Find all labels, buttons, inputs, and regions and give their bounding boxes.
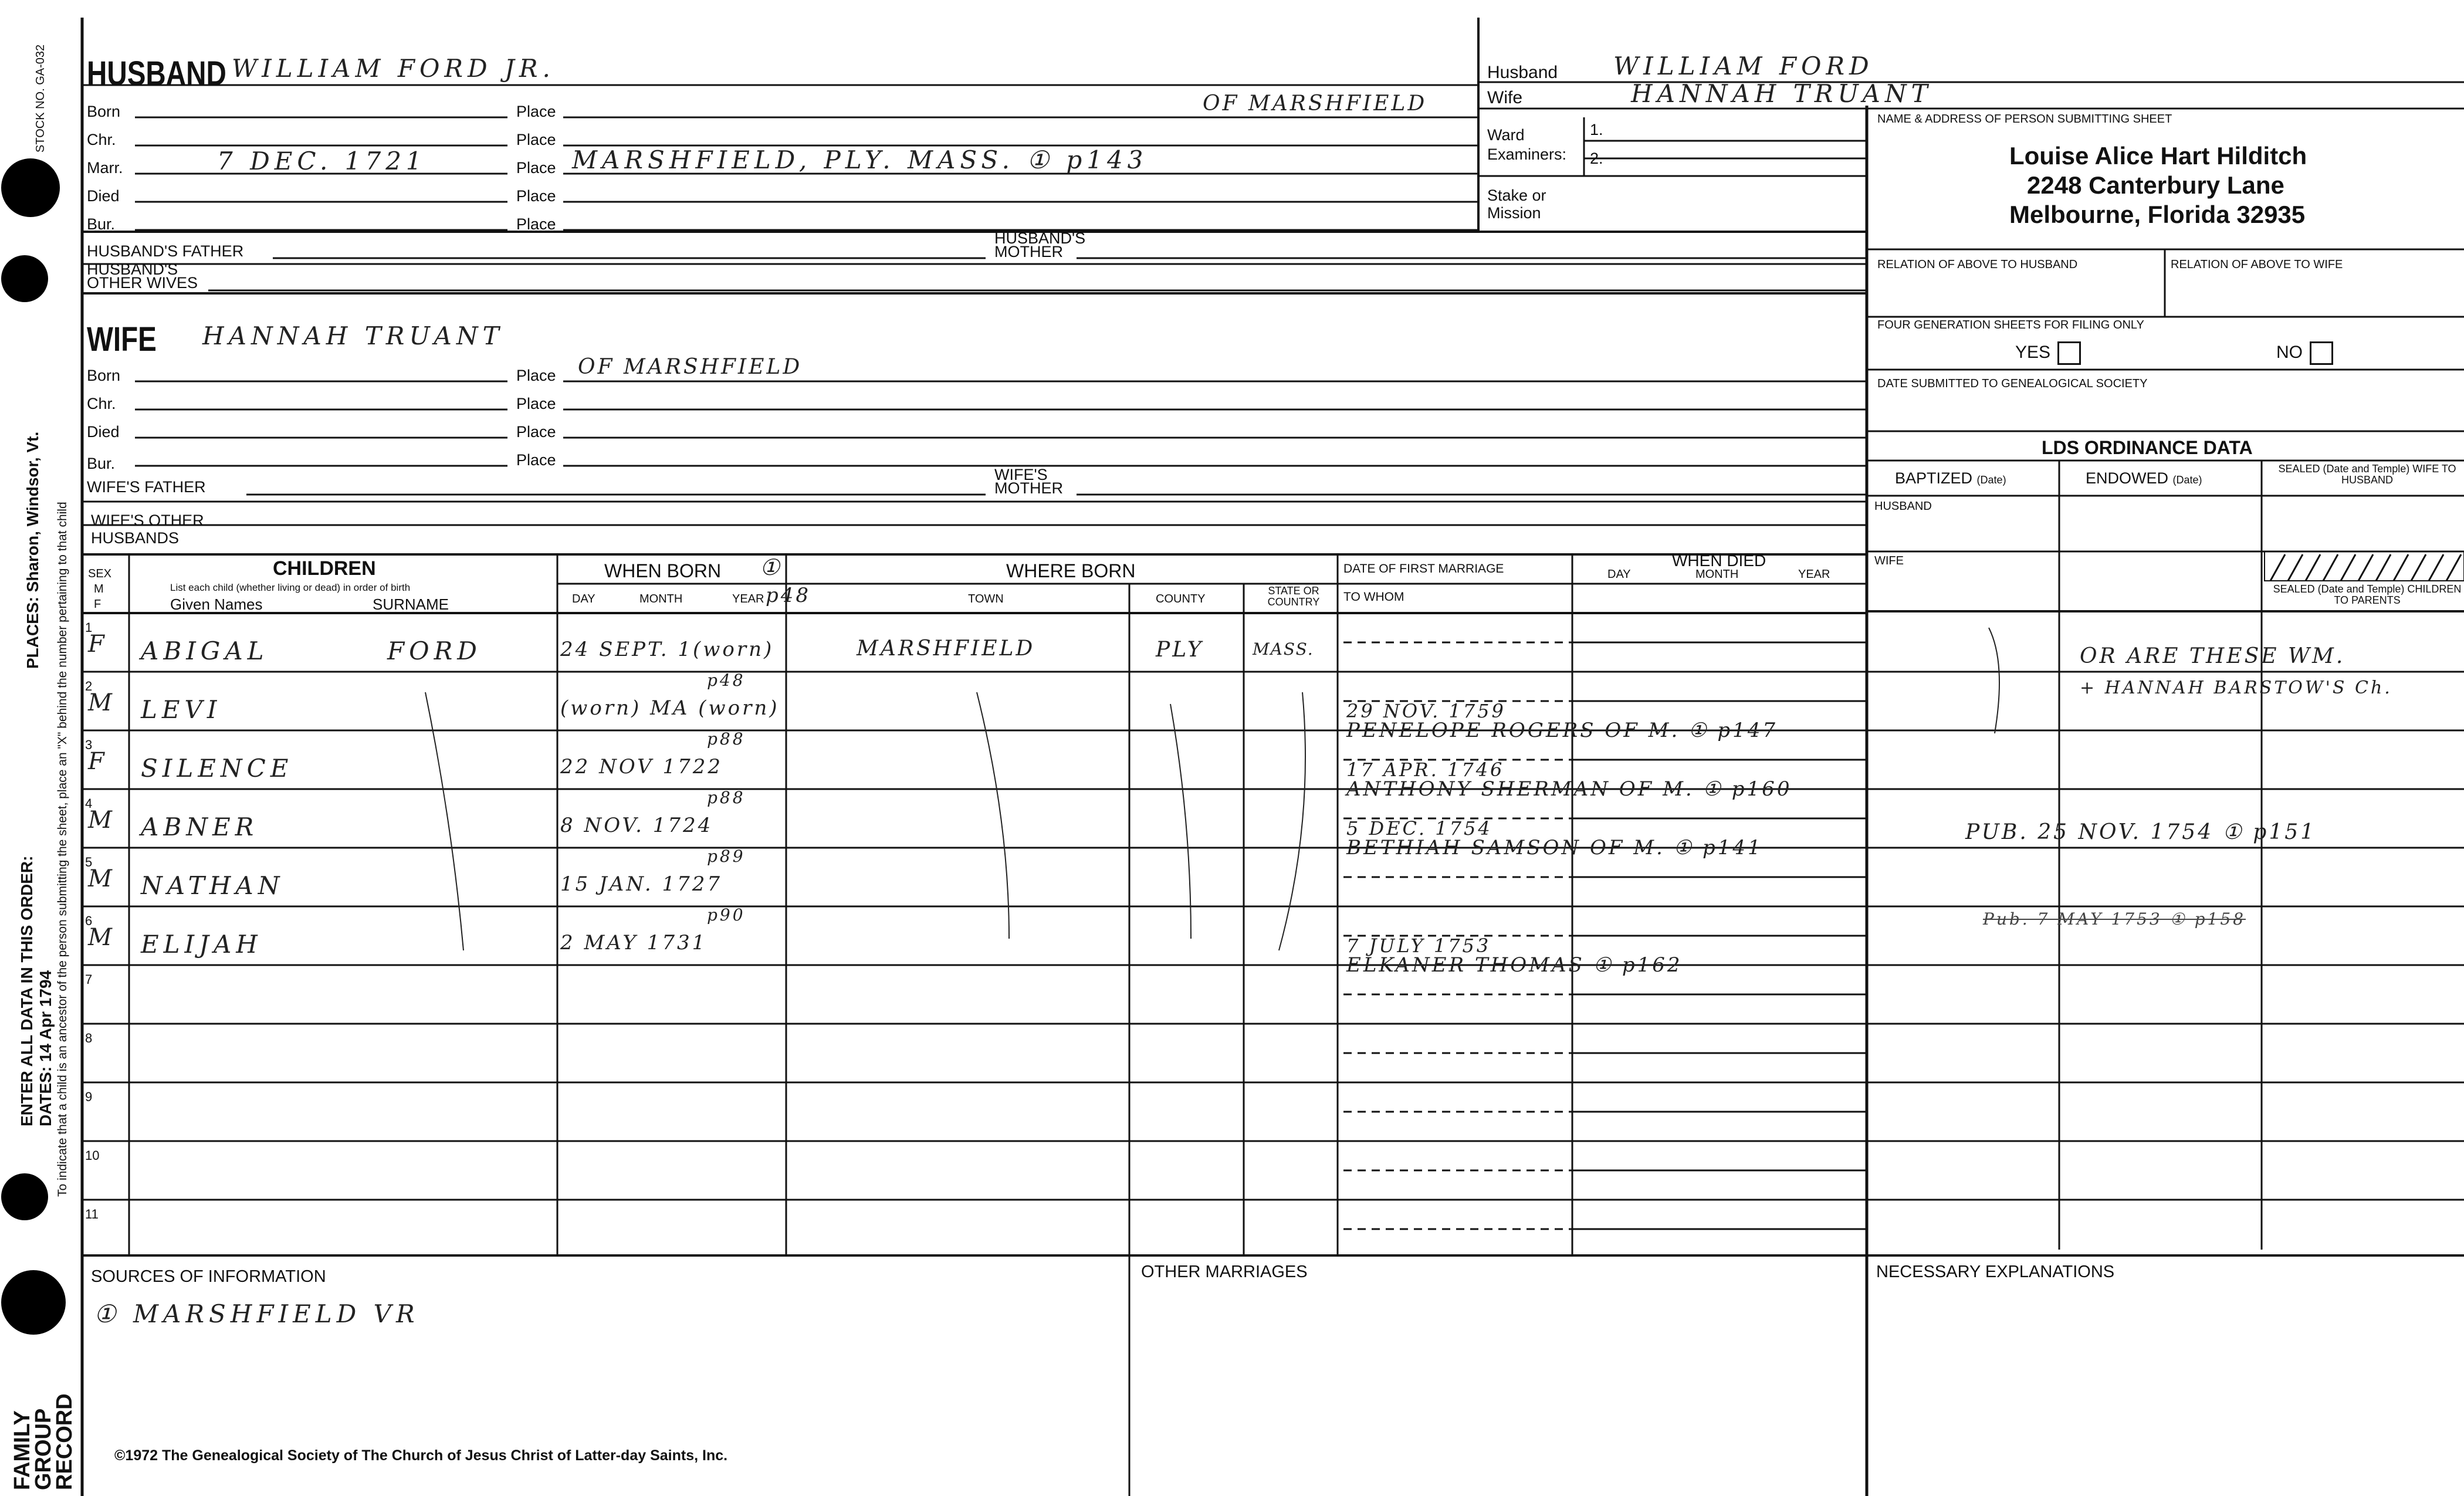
husband-marr-date[interactable]: 7 DEC. 1721 bbox=[217, 147, 427, 175]
lds-title: LDS ORDINANCE DATA bbox=[2042, 437, 2253, 458]
lds-husband-label: HUSBAND bbox=[1874, 500, 1932, 513]
wife-name[interactable]: HANNAH TRUANT bbox=[202, 321, 504, 350]
child-marriage-date[interactable]: 17 APR. 1746 bbox=[1346, 759, 1505, 781]
husband-father-label: HUSBAND'S FATHER bbox=[87, 242, 244, 260]
examiner-2: 2. bbox=[1590, 150, 1603, 167]
child-spouse[interactable]: PENELOPE ROGERS OF M. ① p147 bbox=[1346, 719, 1778, 742]
husband-born-place-label: Place bbox=[516, 103, 556, 120]
child-birth-town[interactable]: MARSHFIELD bbox=[857, 637, 1035, 661]
child-number: 11 bbox=[85, 1207, 99, 1221]
child-number: 5 bbox=[85, 855, 93, 869]
child-given-name[interactable]: ELIJAH bbox=[141, 930, 262, 959]
yes-label: YES bbox=[2015, 342, 2051, 362]
abner-pub-note: PUB. 25 NOV. 1754 ① p151 bbox=[1965, 820, 2317, 844]
wife-bur-place-label: Place bbox=[516, 451, 556, 469]
examiner-1: 1. bbox=[1590, 121, 1603, 138]
yes-checkbox[interactable] bbox=[2057, 341, 2081, 365]
relation-husband-label: RELATION OF ABOVE TO HUSBAND bbox=[1877, 258, 2078, 271]
sources-label: SOURCES OF INFORMATION bbox=[91, 1267, 326, 1286]
header-wife-value[interactable]: HANNAH TRUANT bbox=[1631, 79, 1932, 108]
child-sex[interactable]: M bbox=[88, 689, 112, 716]
wife-father-label: WIFE'S FATHER bbox=[87, 478, 206, 496]
child-number: 6 bbox=[85, 913, 93, 928]
child-spouse[interactable]: ELKANER THOMAS ① p162 bbox=[1346, 953, 1683, 977]
wife-chr-label: Chr. bbox=[87, 395, 116, 412]
child-number: 9 bbox=[85, 1089, 93, 1104]
surname-header: SURNAME bbox=[373, 595, 449, 613]
born-year-header: YEAR bbox=[732, 593, 764, 605]
child-page-ref[interactable]: p88 bbox=[707, 729, 746, 749]
ward-label: Ward bbox=[1487, 126, 1525, 144]
child-number: 7 bbox=[85, 972, 93, 987]
wife-mother-label: WIFE'S MOTHER bbox=[994, 466, 1063, 497]
endowed-date-hint: (Date) bbox=[2172, 474, 2202, 486]
husband-marr-place[interactable]: MARSHFIELD, PLY. MASS. ① p143 bbox=[572, 145, 1148, 174]
relation-wife-label: RELATION OF ABOVE TO WIFE bbox=[2171, 258, 2343, 271]
husband-name[interactable]: WILLIAM FORD JR. bbox=[232, 54, 555, 83]
baptized-label: BAPTIZED bbox=[1895, 469, 1973, 487]
husband-died-place-label: Place bbox=[516, 187, 556, 205]
child-instruction: To indicate that a child is an ancestor of the person submitting the sheet, place an "X" behind the number pertaining to that child bbox=[56, 502, 69, 1197]
husband-other-wives-label: HUSBAND'S OTHER WIVES bbox=[87, 260, 198, 292]
wife-born-place[interactable]: OF MARSHFIELD bbox=[578, 355, 803, 379]
lds-note-2: + HANNAH BARSTOW'S Ch. bbox=[2080, 678, 2392, 698]
examiners-label: Examiners: bbox=[1487, 145, 1567, 163]
wife-died-place-label: Place bbox=[516, 423, 556, 441]
when-born-header: WHEN BORN bbox=[604, 560, 722, 581]
given-names-header: Given Names bbox=[170, 595, 263, 613]
form-title-line: RECORD bbox=[52, 1393, 77, 1490]
child-number: 1 bbox=[85, 620, 93, 635]
born-day-header: DAY bbox=[572, 593, 595, 605]
husband-marr-place-label: Place bbox=[516, 159, 556, 177]
child-birth-date[interactable]: 2 MAY 1731 bbox=[560, 931, 708, 955]
necessary-explanations-label: NECESSARY EXPLANATIONS bbox=[1876, 1263, 2115, 1281]
child-surname[interactable]: FORD bbox=[387, 637, 482, 665]
husband-bur-label: Bur. bbox=[87, 215, 116, 233]
other-marriages-label: OTHER MARRIAGES bbox=[1141, 1263, 1308, 1281]
child-page-ref[interactable]: p90 bbox=[707, 905, 746, 925]
husband-marr-label: Marr. bbox=[87, 159, 123, 177]
state-header: STATE OR COUNTRY bbox=[1267, 585, 1320, 608]
lds-strikethrough: Pub. 7 MAY 1753 ① p158 bbox=[1983, 909, 2246, 929]
sealed-wife-label: SEALED (Date and Temple) WIFE TO HUSBAND bbox=[2278, 463, 2456, 486]
wife-born-label: Born bbox=[87, 367, 121, 384]
to-whom-header: TO WHOM bbox=[1343, 590, 1404, 604]
child-birth-state[interactable]: MASS. bbox=[1253, 639, 1314, 659]
where-born-header: WHERE BORN bbox=[1006, 560, 1136, 581]
child-birth-county[interactable]: PLY bbox=[1156, 638, 1204, 662]
stake-label: Stake or Mission bbox=[1487, 187, 1546, 222]
places-note: PLACES: Sharon, Windsor, Vt. bbox=[23, 431, 42, 669]
died-day-header: DAY bbox=[1607, 568, 1631, 581]
header-husband-value[interactable]: WILLIAM FORD bbox=[1613, 52, 1874, 80]
child-number: 3 bbox=[85, 737, 93, 752]
husband-bur-place-label: Place bbox=[516, 215, 556, 233]
form-title-line: FAMILY bbox=[10, 1410, 35, 1490]
date-submitted-label: DATE SUBMITTED TO GENEALOGICAL SOCIETY bbox=[1877, 377, 2148, 390]
child-number: 8 bbox=[85, 1031, 93, 1045]
children-title: CHILDREN bbox=[273, 557, 376, 580]
child-birth-date[interactable]: 8 NOV. 1724 bbox=[560, 814, 713, 837]
submitter-line-3: Melbourne, Florida 32935 bbox=[2009, 201, 2306, 228]
child-given-name[interactable]: NATHAN bbox=[141, 871, 285, 900]
husband-died-label: Died bbox=[87, 187, 120, 205]
child-page-ref[interactable]: p48 bbox=[707, 671, 746, 690]
copyright: ©1972 The Genealogical Society of The Church of Jesus Christ of Latter-day Saints, Inc. bbox=[114, 1447, 728, 1464]
child-sex[interactable]: M bbox=[88, 865, 112, 892]
lds-wife-label: WIFE bbox=[1874, 554, 1904, 567]
sex-m: M bbox=[94, 583, 104, 595]
child-birth-date[interactable]: (worn) MA (worn) bbox=[560, 696, 780, 720]
child-sex[interactable]: M bbox=[88, 807, 112, 834]
baptized-date-hint: (Date) bbox=[1976, 474, 2006, 486]
sources-value[interactable]: ① MARSHFIELD VR bbox=[94, 1299, 419, 1328]
children-subtitle: List each child (whether living or dead) in order of birth bbox=[170, 582, 411, 593]
form-title-line: GROUP bbox=[31, 1408, 56, 1490]
child-sex[interactable]: F bbox=[88, 748, 104, 775]
husband-born-label: Born bbox=[87, 103, 121, 120]
child-spouse[interactable]: ANTHONY SHERMAN OF M. ① p160 bbox=[1346, 777, 1792, 801]
lds-baptized bbox=[1895, 469, 2006, 488]
wife-bur-label: Bur. bbox=[87, 455, 116, 472]
child-page-ref[interactable]: p89 bbox=[707, 847, 746, 866]
wife-heading: WIFE bbox=[87, 320, 157, 358]
stock-number: STOCK NO. GA-032 bbox=[34, 44, 47, 153]
died-month-header: MONTH bbox=[1695, 568, 1739, 581]
town-header: TOWN bbox=[968, 593, 1004, 605]
born-month-header: MONTH bbox=[639, 593, 683, 605]
when-died-header: WHEN DIED bbox=[1672, 551, 1766, 570]
first-marriage-header: DATE OF FIRST MARRIAGE bbox=[1343, 562, 1504, 576]
header-husband-label: Husband bbox=[1487, 63, 1558, 82]
wife-died-label: Died bbox=[87, 423, 120, 441]
wife-other-husbands-label: WIFE'S OTHER HUSBANDS bbox=[91, 512, 204, 547]
submitter-line-2: 2248 Canterbury Lane bbox=[2027, 171, 2284, 199]
child-given-name[interactable]: LEVI bbox=[141, 695, 222, 724]
husband-heading: HUSBAND bbox=[87, 55, 226, 93]
child-birth-date[interactable]: 24 SEPT. 1(worn) bbox=[560, 638, 774, 661]
child-given-name[interactable]: ABIGAL bbox=[141, 637, 269, 665]
child-sex[interactable]: M bbox=[88, 924, 112, 951]
sex-header bbox=[88, 566, 111, 612]
child-number: 2 bbox=[85, 679, 93, 693]
husband-chr-label: Chr. bbox=[87, 131, 116, 148]
child-marriage-date[interactable]: 5 DEC. 1754 bbox=[1346, 817, 1492, 840]
child-sex[interactable]: F bbox=[88, 631, 104, 658]
child-page-ref[interactable]: p88 bbox=[707, 788, 746, 807]
wife-born-place-label: Place bbox=[516, 367, 556, 384]
died-year-header: YEAR bbox=[1798, 568, 1830, 581]
child-marriage-date[interactable]: 7 JULY 1753 bbox=[1346, 935, 1491, 957]
wife-chr-place-label: Place bbox=[516, 395, 556, 412]
enter-all-note: ENTER ALL DATA IN THIS ORDER: bbox=[18, 855, 36, 1126]
husband-mother-label: HUSBAND'S MOTHER bbox=[994, 229, 1086, 260]
child-given-name[interactable]: ABNER bbox=[141, 813, 259, 841]
husband-chr-place-label: Place bbox=[516, 131, 556, 148]
submitter-line-1: Louise Alice Hart Hilditch bbox=[2009, 142, 2307, 170]
child-given-name[interactable]: SILENCE bbox=[141, 754, 293, 783]
lds-note-1: OR ARE THESE WM. bbox=[2080, 644, 2345, 668]
dates-note: DATES: 14 Apr 1794 bbox=[36, 970, 55, 1126]
no-option[interactable] bbox=[2276, 341, 2333, 365]
child-birth-date[interactable]: 15 JAN. 1727 bbox=[560, 872, 722, 896]
four-gen-label: FOUR GENERATION SHEETS FOR FILING ONLY bbox=[1877, 319, 2144, 331]
child-spouse[interactable]: BETHIAH SAMSON OF M. ① p141 bbox=[1346, 836, 1763, 859]
child-birth-date[interactable]: 22 NOV 1722 bbox=[560, 755, 723, 779]
born-year-page: p48 bbox=[766, 584, 811, 607]
sex-label: SEX bbox=[88, 567, 112, 580]
yes-option[interactable] bbox=[2015, 341, 2081, 365]
child-number: 10 bbox=[85, 1148, 100, 1163]
header-wife-label: Wife bbox=[1487, 88, 1522, 107]
submitter-label: NAME & ADDRESS OF PERSON SUBMITTING SHEET bbox=[1877, 113, 2172, 126]
no-checkbox[interactable] bbox=[2310, 341, 2333, 365]
child-number: 4 bbox=[85, 796, 93, 811]
no-label: NO bbox=[2276, 342, 2303, 362]
husband-born-place[interactable]: OF MARSHFIELD bbox=[1203, 92, 1427, 116]
sealed-children-label: SEALED (Date and Temple) CHILDREN TO PARENTS bbox=[2273, 583, 2462, 606]
lds-endowed bbox=[2086, 469, 2202, 488]
when-born-circled: ① bbox=[760, 554, 783, 580]
endowed-label: ENDOWED bbox=[2086, 469, 2168, 487]
child-marriage-date[interactable]: 29 NOV. 1759 bbox=[1346, 700, 1506, 722]
county-header: COUNTY bbox=[1156, 593, 1206, 605]
sex-f: F bbox=[94, 598, 101, 611]
